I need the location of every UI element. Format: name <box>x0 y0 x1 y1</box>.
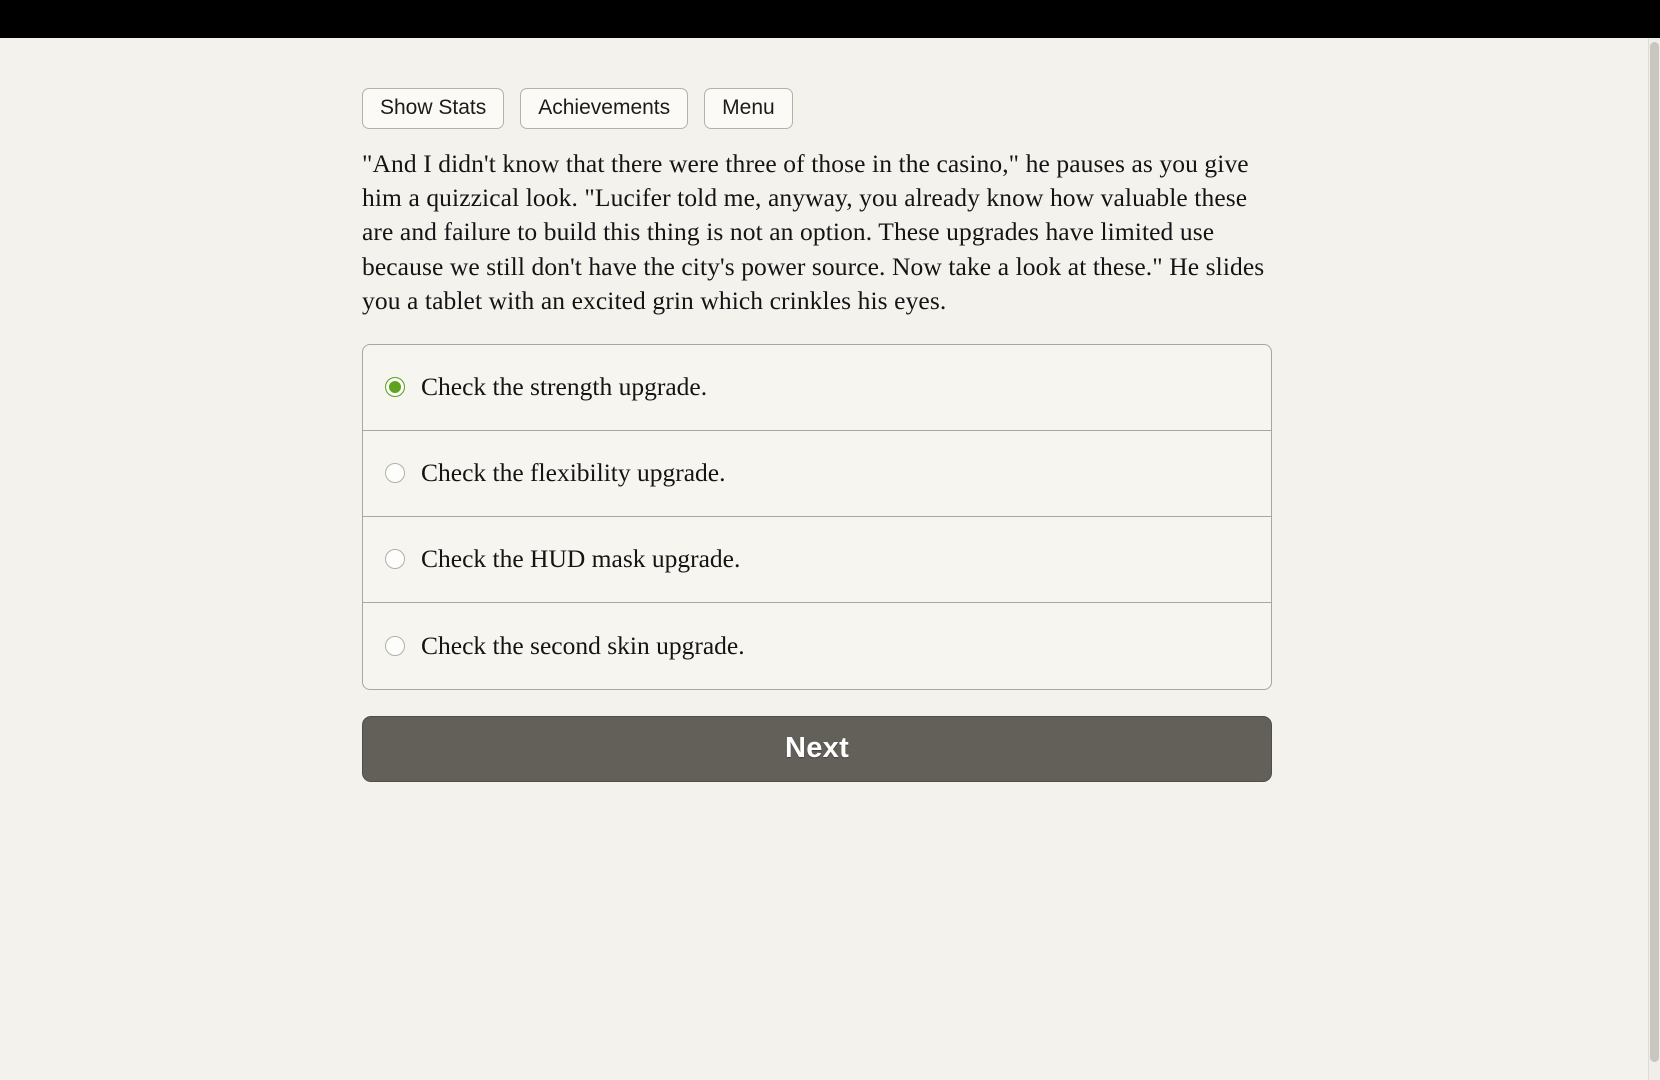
choice-label: Check the flexibility upgrade. <box>421 458 726 488</box>
radio-icon[interactable] <box>385 463 405 483</box>
list-item[interactable] <box>363 603 1271 689</box>
show-stats-button[interactable]: Show Stats <box>362 88 504 129</box>
choice-label: Check the second skin upgrade. <box>421 630 745 660</box>
choice-label: Check the HUD mask upgrade. <box>421 544 741 574</box>
radio-selected-icon[interactable] <box>385 377 405 397</box>
next-button[interactable]: Next <box>362 716 1272 782</box>
content-column <box>362 88 1282 782</box>
radio-icon[interactable] <box>385 549 405 569</box>
page-scrollbar[interactable] <box>1648 38 1660 1080</box>
list-item[interactable] <box>363 517 1271 603</box>
toolbar <box>362 88 1282 129</box>
achievements-button[interactable]: Achievements <box>520 88 688 129</box>
scrollbar-thumb[interactable] <box>1650 42 1659 1062</box>
list-item[interactable] <box>363 345 1271 431</box>
browser-chrome-strip <box>0 0 1660 38</box>
radio-icon[interactable] <box>385 636 405 656</box>
story-paragraph: "And I didn't know that there were three of those in the casino," he pauses as you give him a quizzical look. "Lucifer told me, anyway, you already know how valuable these are and failure to build this thing is not an option. These upgrades have limited use because we still don't have the city's power source. Now take a look at these." He slides you a tablet with an excited grin which crinkles his eyes. <box>362 149 1265 315</box>
choice-list <box>362 344 1272 690</box>
menu-button[interactable]: Menu <box>704 88 793 129</box>
list-item[interactable] <box>363 431 1271 517</box>
game-viewport <box>0 38 1648 1080</box>
choice-label: Check the strength upgrade. <box>421 372 708 402</box>
